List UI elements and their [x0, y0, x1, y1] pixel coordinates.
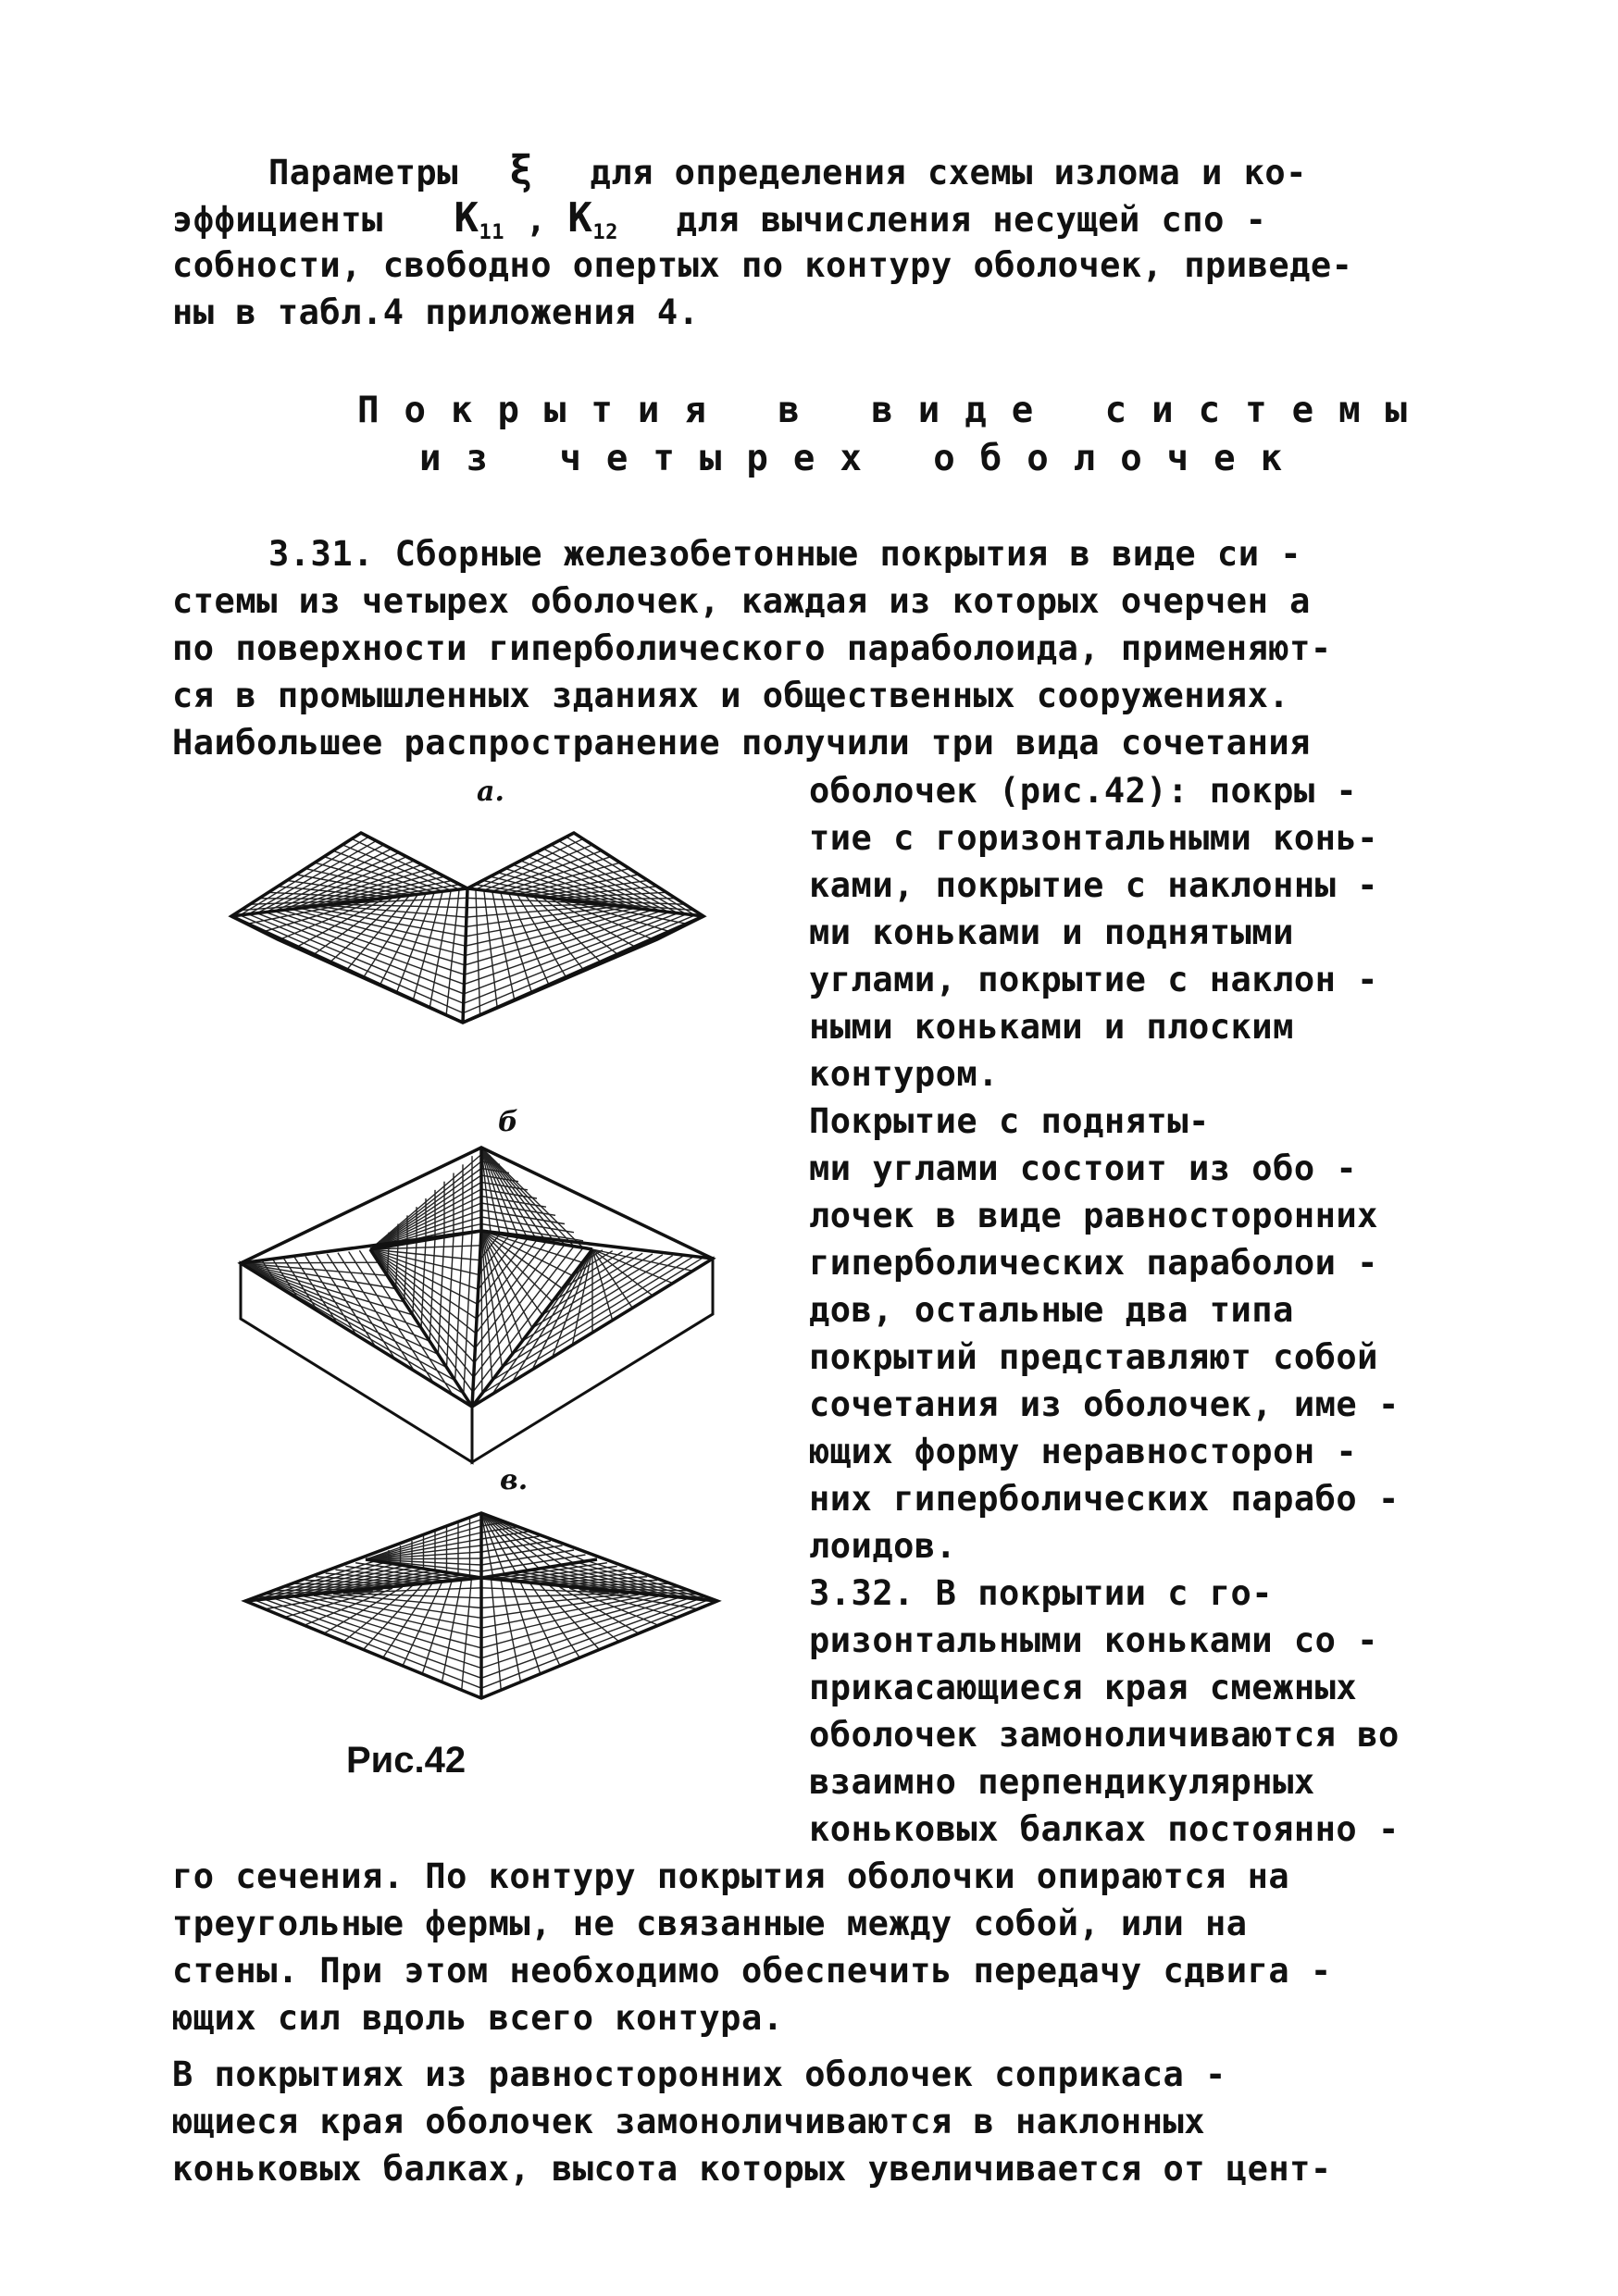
hatch-line — [475, 1243, 555, 1347]
hatch-line — [465, 911, 652, 965]
para-332-line: го сечения. По контуру покрытия оболочки опираются на — [172, 1856, 1290, 1896]
hatch-line — [380, 893, 427, 985]
figure-label-b: б — [498, 1106, 518, 1138]
right-col-line: контуром. — [809, 1054, 999, 1094]
right-col-line: лоидов. — [809, 1526, 957, 1566]
right-col-line: покрытий представляют собой — [809, 1337, 1378, 1377]
para-331-line: 3.31. Сборные железобетонные покрытия в виде си - — [268, 534, 1302, 574]
k-subscript: 11 — [479, 221, 505, 244]
right-col-line: лочек в виде равносторонних — [809, 1196, 1378, 1235]
k-letter: К — [454, 194, 479, 242]
para-331-line: стемы из четырех оболочек, каждая из которых очерчен а — [172, 581, 1311, 621]
comma: , — [525, 200, 547, 240]
hatch-line — [309, 907, 467, 936]
figure-b-ridge — [241, 1231, 713, 1263]
right-col-line: ками, покрытие с наклонны - — [809, 865, 1378, 905]
right-col-line: Покрытие с подняты- — [809, 1101, 1210, 1141]
k-subscript: 12 — [592, 221, 618, 244]
intro-line-1 — [268, 147, 1307, 194]
final-para-line: ющиеся края оболочек замоноличиваются в наклонных — [172, 2102, 1206, 2141]
right-col-line: дов, остальные два типа — [809, 1290, 1294, 1330]
final-para-line: коньковых балках, высота которых увеличивается от цент- — [172, 2149, 1332, 2189]
section-heading-line-2: из четырех оболочек — [419, 438, 1308, 479]
figure-a-horizontal-ridges — [222, 814, 713, 1036]
right-col-line: ными коньками и плоским — [809, 1007, 1294, 1047]
figure-label-a: а. — [477, 776, 504, 808]
right-col-line: оболочек (рис.42): покры - — [809, 771, 1358, 811]
section-heading-line-1: Покрытия в виде системы — [357, 390, 1433, 431]
para-332-line: стены. При этом необходимо обеспечить передачу сдвига - — [172, 1951, 1332, 1991]
k12-symbol — [567, 194, 618, 244]
para-332-line: треугольные фермы, не связанные между собой, или на — [172, 1904, 1248, 1943]
intro-text: эффициенты — [172, 200, 383, 240]
intro-line-4: ны в табл.4 приложения 4. — [172, 292, 700, 332]
final-para-line: В покрытиях из равносторонних оболочек соприкаса - — [172, 2054, 1226, 2094]
right-col-line: углами, покрытие с наклон - — [809, 960, 1378, 999]
right-col-line: гиперболических параболои - — [809, 1243, 1378, 1283]
right-col-line: ми углами состоит из обо - — [809, 1148, 1358, 1188]
right-col-line: взаимно перпендикулярных — [809, 1762, 1315, 1802]
right-col-line: сочетания из оболочек, име - — [809, 1384, 1400, 1424]
hatch-line — [429, 890, 451, 1007]
figure-caption: Рис.42 — [346, 1740, 467, 1781]
hatch-line — [465, 912, 661, 975]
right-col-line: ющих форму неравносторон - — [809, 1432, 1358, 1471]
figure-b-top-outline — [241, 1148, 713, 1407]
para-331-line: Наибольшее распространение получили три вида сочетания — [172, 723, 1311, 763]
para-331-line: ся в промышленных зданиях и общественных сооружениях. — [172, 676, 1290, 715]
figure-b-raised-corners — [231, 1138, 731, 1471]
intro-text: для определения схемы излома и ко- — [590, 153, 1307, 192]
right-col-line: них гиперболических парабо - — [809, 1479, 1400, 1519]
k11-symbol — [454, 194, 505, 244]
right-col-line: оболочек замоноличиваются во — [809, 1715, 1400, 1755]
hatch-line — [464, 913, 678, 994]
hatch-line — [366, 1558, 481, 1559]
right-col-line: 3.32. В покрытии с го- — [809, 1573, 1274, 1613]
intro-text: для вычисления несущей спо - — [676, 200, 1267, 240]
xi-symbol: ξ — [508, 147, 534, 194]
right-col-line: ризонтальными коньками со - — [809, 1620, 1378, 1660]
hatch-line — [422, 1582, 452, 1674]
hatch-line — [476, 1242, 546, 1334]
figure-label-c: в. — [500, 1464, 529, 1496]
right-col-line: прикасающиеся края смежных — [809, 1668, 1358, 1707]
right-col-line: коньковых балках постоянно - — [809, 1809, 1400, 1849]
para-331-line: по поверхности гиперболического параболоида, применяют- — [172, 628, 1332, 668]
right-col-line: тие с горизонтальными конь- — [809, 818, 1378, 858]
para-332-line: ющих сил вдоль всего контура. — [172, 1998, 784, 2038]
hatch-line — [481, 1599, 688, 1669]
intro-line-3: собности, свободно опертых по контуру оболочек, приведе- — [172, 245, 1353, 285]
figure-c-flat-contour — [236, 1504, 727, 1712]
intro-word: Параметры — [268, 153, 458, 192]
k-letter: К — [567, 194, 593, 242]
right-col-line: ми коньками и поднятыми — [809, 912, 1294, 952]
